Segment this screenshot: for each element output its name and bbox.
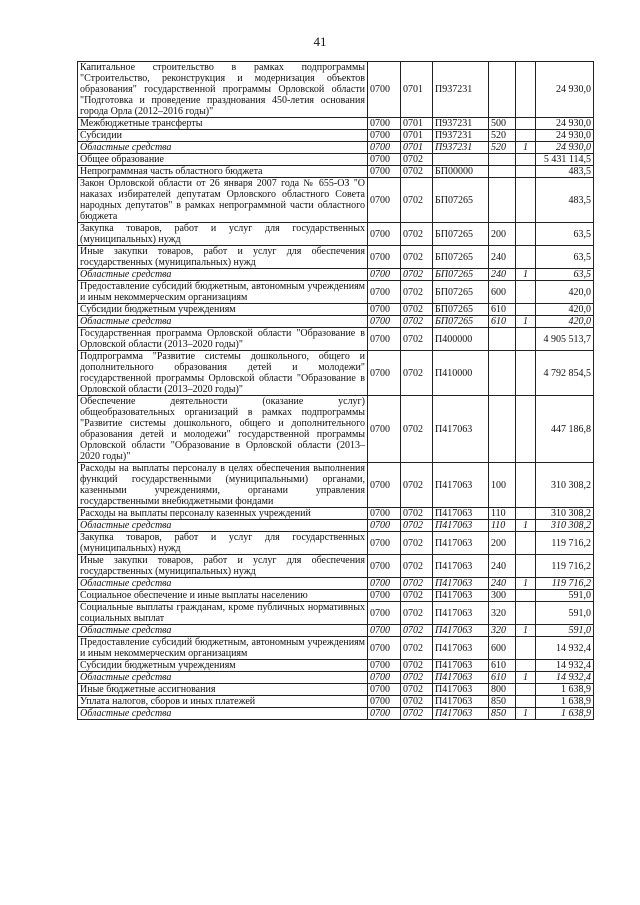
row-subsection: 0702 — [401, 223, 433, 246]
row-description: Социальное обеспечение и иные выплаты населению — [78, 590, 368, 602]
row-subsection: 0702 — [401, 637, 433, 660]
row-amount: 119 716,2 — [536, 555, 594, 578]
row-section: 0700 — [368, 316, 401, 328]
row-subsection: 0702 — [401, 154, 433, 166]
table-row — [78, 532, 594, 555]
row-amount: 14 932,4 — [536, 672, 594, 684]
row-source: 1 — [516, 316, 536, 328]
row-source — [516, 660, 536, 672]
row-description: Непрограммная часть областного бюджета — [78, 166, 368, 178]
table-row — [78, 118, 594, 130]
row-expense-type: 320 — [489, 602, 516, 625]
row-description: Областные средства — [78, 269, 368, 281]
row-source — [516, 590, 536, 602]
table-row — [78, 328, 594, 351]
row-description: Закон Орловской области от 26 января 2007 года № 655-ОЗ "О наказах избирателей депутатам Орловского областного Совета народных депутатов" в рамках непрограммной части областного бюджета — [78, 178, 368, 223]
row-subsection: 0702 — [401, 508, 433, 520]
row-target-code: П417063 — [433, 578, 489, 590]
row-subsection: 0702 — [401, 708, 433, 720]
table-row — [78, 154, 594, 166]
row-target-code: БП07265 — [433, 178, 489, 223]
row-section: 0700 — [368, 351, 401, 396]
row-source — [516, 246, 536, 269]
row-source — [516, 684, 536, 696]
row-section: 0700 — [368, 223, 401, 246]
row-subsection: 0701 — [401, 142, 433, 154]
row-target-code: П937231 — [433, 130, 489, 142]
row-expense-type — [489, 62, 516, 118]
table-row — [78, 142, 594, 154]
row-source — [516, 223, 536, 246]
table-row — [78, 602, 594, 625]
page-number: 41 — [313, 34, 327, 49]
row-expense-type: 610 — [489, 304, 516, 316]
row-subsection: 0702 — [401, 396, 433, 463]
row-amount: 420,0 — [536, 304, 594, 316]
row-target-code: П417063 — [433, 625, 489, 637]
row-section: 0700 — [368, 304, 401, 316]
row-target-code: П417063 — [433, 637, 489, 660]
row-section: 0700 — [368, 142, 401, 154]
table-row — [78, 166, 594, 178]
row-expense-type: 500 — [489, 118, 516, 130]
row-subsection: 0702 — [401, 625, 433, 637]
row-section: 0700 — [368, 520, 401, 532]
row-description: Подпрограмма "Развитие системы дошкольного, общего и дополнительного образования детей и молодежи" государственной программы Орловской области "Образование в Орловской области (2013–2020 годы)" — [78, 351, 368, 396]
row-source — [516, 178, 536, 223]
row-amount: 14 932,4 — [536, 637, 594, 660]
row-amount: 447 186,8 — [536, 396, 594, 463]
row-description: Областные средства — [78, 316, 368, 328]
row-section: 0700 — [368, 532, 401, 555]
row-description: Расходы на выплаты персоналу казенных учреждений — [78, 508, 368, 520]
row-source — [516, 637, 536, 660]
row-target-code: П417063 — [433, 660, 489, 672]
row-description: Областные средства — [78, 708, 368, 720]
table-row — [78, 269, 594, 281]
row-subsection: 0702 — [401, 660, 433, 672]
row-expense-type: 240 — [489, 269, 516, 281]
row-source — [516, 62, 536, 118]
row-description: Областные средства — [78, 578, 368, 590]
row-amount: 310 308,2 — [536, 508, 594, 520]
row-amount: 310 308,2 — [536, 463, 594, 508]
row-expense-type: 100 — [489, 463, 516, 508]
row-source — [516, 154, 536, 166]
row-subsection: 0702 — [401, 532, 433, 555]
row-expense-type: 320 — [489, 625, 516, 637]
row-subsection: 0702 — [401, 316, 433, 328]
row-source: 1 — [516, 708, 536, 720]
row-target-code: П417063 — [433, 555, 489, 578]
row-description: Общее образование — [78, 154, 368, 166]
row-amount: 1 638,9 — [536, 708, 594, 720]
row-subsection: 0701 — [401, 130, 433, 142]
row-subsection: 0702 — [401, 578, 433, 590]
row-section: 0700 — [368, 463, 401, 508]
row-expense-type: 800 — [489, 684, 516, 696]
row-amount: 24 930,0 — [536, 142, 594, 154]
row-expense-type: 610 — [489, 672, 516, 684]
table-row — [78, 637, 594, 660]
row-source — [516, 532, 536, 555]
row-section: 0700 — [368, 555, 401, 578]
row-target-code: П937231 — [433, 62, 489, 118]
row-subsection: 0702 — [401, 269, 433, 281]
table-row — [78, 672, 594, 684]
row-target-code: БП07265 — [433, 304, 489, 316]
row-amount: 4 905 513,7 — [536, 328, 594, 351]
table-row — [78, 578, 594, 590]
row-subsection: 0702 — [401, 555, 433, 578]
row-subsection: 0702 — [401, 166, 433, 178]
row-source: 1 — [516, 269, 536, 281]
row-section: 0700 — [368, 166, 401, 178]
row-target-code: П417063 — [433, 532, 489, 555]
table-row — [78, 463, 594, 508]
row-description: Социальные выплаты гражданам, кроме публичных нормативных социальных выплат — [78, 602, 368, 625]
row-section: 0700 — [368, 590, 401, 602]
row-section: 0700 — [368, 281, 401, 304]
row-description: Областные средства — [78, 672, 368, 684]
row-amount: 1 638,9 — [536, 684, 594, 696]
row-target-code: П417063 — [433, 672, 489, 684]
row-amount: 420,0 — [536, 281, 594, 304]
row-expense-type — [489, 166, 516, 178]
row-source: 1 — [516, 625, 536, 637]
row-description: Субсидии — [78, 130, 368, 142]
row-source — [516, 351, 536, 396]
row-section: 0700 — [368, 269, 401, 281]
row-section: 0700 — [368, 396, 401, 463]
row-description: Уплата налогов, сборов и иных платежей — [78, 696, 368, 708]
row-source — [516, 130, 536, 142]
budget-table — [77, 61, 594, 720]
row-target-code: П417063 — [433, 520, 489, 532]
row-source: 1 — [516, 142, 536, 154]
row-expense-type: 240 — [489, 578, 516, 590]
row-subsection: 0702 — [401, 178, 433, 223]
row-section: 0700 — [368, 684, 401, 696]
row-source — [516, 328, 536, 351]
row-target-code: БП00000 — [433, 166, 489, 178]
table-row — [78, 508, 594, 520]
row-expense-type — [489, 328, 516, 351]
row-amount: 4 792 854,5 — [536, 351, 594, 396]
table-row — [78, 316, 594, 328]
row-amount: 591,0 — [536, 590, 594, 602]
row-description: Обеспечение деятельности (оказание услуг) общеобразовательных организаций в рамках подпрограммы "Развитие системы дошкольного, общего и дополнительного образования детей и молодежи" государственной программы Орловской области "Образование в Орловской области (2013–2020 годы)" — [78, 396, 368, 463]
row-amount: 591,0 — [536, 625, 594, 637]
row-section: 0700 — [368, 62, 401, 118]
row-subsection: 0702 — [401, 281, 433, 304]
row-description: Областные средства — [78, 520, 368, 532]
row-amount: 310 308,2 — [536, 520, 594, 532]
row-amount: 420,0 — [536, 316, 594, 328]
row-expense-type: 850 — [489, 696, 516, 708]
budget-table-body — [78, 62, 594, 720]
row-source: 1 — [516, 578, 536, 590]
row-description: Областные средства — [78, 625, 368, 637]
row-expense-type — [489, 396, 516, 463]
row-description: Субсидии бюджетным учреждениям — [78, 304, 368, 316]
row-subsection: 0701 — [401, 62, 433, 118]
row-subsection: 0702 — [401, 246, 433, 269]
row-subsection: 0702 — [401, 602, 433, 625]
row-expense-type: 610 — [489, 316, 516, 328]
row-target-code: БП07265 — [433, 246, 489, 269]
table-row — [78, 696, 594, 708]
row-description: Областные средства — [78, 142, 368, 154]
row-target-code: БП07265 — [433, 269, 489, 281]
row-amount: 63,5 — [536, 269, 594, 281]
row-subsection: 0702 — [401, 351, 433, 396]
row-section: 0700 — [368, 130, 401, 142]
row-expense-type: 110 — [489, 508, 516, 520]
row-source — [516, 555, 536, 578]
row-expense-type — [489, 178, 516, 223]
row-subsection: 0702 — [401, 590, 433, 602]
row-target-code: П937231 — [433, 118, 489, 130]
row-description: Предоставление субсидий бюджетным, автономным учреждениям и иным некоммерческим организациям — [78, 637, 368, 660]
table-row — [78, 304, 594, 316]
row-section: 0700 — [368, 328, 401, 351]
table-row — [78, 708, 594, 720]
row-source — [516, 166, 536, 178]
row-expense-type: 520 — [489, 130, 516, 142]
table-row — [78, 625, 594, 637]
row-description: Закупка товаров, работ и услуг для государственных (муниципальных) нужд — [78, 223, 368, 246]
row-subsection: 0702 — [401, 463, 433, 508]
row-target-code: П417063 — [433, 590, 489, 602]
row-target-code: П417063 — [433, 696, 489, 708]
row-source — [516, 696, 536, 708]
row-amount: 63,5 — [536, 246, 594, 269]
table-row — [78, 396, 594, 463]
row-target-code: П417063 — [433, 463, 489, 508]
row-subsection: 0702 — [401, 520, 433, 532]
row-amount: 14 932,4 — [536, 660, 594, 672]
row-target-code: П417063 — [433, 684, 489, 696]
row-expense-type — [489, 351, 516, 396]
row-expense-type: 200 — [489, 532, 516, 555]
row-amount: 483,5 — [536, 166, 594, 178]
table-row — [78, 520, 594, 532]
row-target-code: БП07265 — [433, 316, 489, 328]
table-row — [78, 684, 594, 696]
row-section: 0700 — [368, 637, 401, 660]
row-description: Предоставление субсидий бюджетным, автономным учреждениям и иным некоммерческим организациям — [78, 281, 368, 304]
row-section: 0700 — [368, 602, 401, 625]
row-section: 0700 — [368, 508, 401, 520]
row-source — [516, 463, 536, 508]
row-expense-type: 850 — [489, 708, 516, 720]
row-subsection: 0701 — [401, 118, 433, 130]
row-amount: 63,5 — [536, 223, 594, 246]
row-amount: 24 930,0 — [536, 62, 594, 118]
row-target-code: БП07265 — [433, 281, 489, 304]
row-target-code: П400000 — [433, 328, 489, 351]
row-description: Иные закупки товаров, работ и услуг для обеспечения государственных (муниципальных) нужд — [78, 246, 368, 269]
row-section: 0700 — [368, 660, 401, 672]
row-subsection: 0702 — [401, 696, 433, 708]
row-subsection: 0702 — [401, 684, 433, 696]
row-target-code: П417063 — [433, 602, 489, 625]
row-amount: 483,5 — [536, 178, 594, 223]
table-row — [78, 130, 594, 142]
row-source: 1 — [516, 672, 536, 684]
row-expense-type — [489, 154, 516, 166]
row-source — [516, 396, 536, 463]
row-source — [516, 602, 536, 625]
row-section: 0700 — [368, 246, 401, 269]
row-expense-type: 240 — [489, 555, 516, 578]
row-description: Закупка товаров, работ и услуг для государственных (муниципальных) нужд — [78, 532, 368, 555]
table-row — [78, 590, 594, 602]
row-source — [516, 118, 536, 130]
row-description: Субсидии бюджетным учреждениям — [78, 660, 368, 672]
row-amount: 119 716,2 — [536, 578, 594, 590]
row-description: Расходы на выплаты персоналу в целях обеспечения выполнения функций государственными (муниципальными) органами, казенными учреждениями, органами управления государственными внебюджетными фондами — [78, 463, 368, 508]
row-amount: 1 638,9 — [536, 696, 594, 708]
row-amount: 24 930,0 — [536, 130, 594, 142]
row-amount: 119 716,2 — [536, 532, 594, 555]
row-target-code: БП07265 — [433, 223, 489, 246]
row-target-code — [433, 154, 489, 166]
row-target-code: П410000 — [433, 351, 489, 396]
row-source: 1 — [516, 520, 536, 532]
row-section: 0700 — [368, 708, 401, 720]
row-source — [516, 304, 536, 316]
row-subsection: 0702 — [401, 328, 433, 351]
row-expense-type: 240 — [489, 246, 516, 269]
row-section: 0700 — [368, 154, 401, 166]
table-row — [78, 223, 594, 246]
row-description: Иные закупки товаров, работ и услуг для обеспечения государственных (муниципальных) нужд — [78, 555, 368, 578]
row-expense-type: 520 — [489, 142, 516, 154]
row-section: 0700 — [368, 118, 401, 130]
row-target-code: П417063 — [433, 708, 489, 720]
row-expense-type: 300 — [489, 590, 516, 602]
row-section: 0700 — [368, 178, 401, 223]
table-row — [78, 246, 594, 269]
row-target-code: П417063 — [433, 396, 489, 463]
row-section: 0700 — [368, 578, 401, 590]
row-section: 0700 — [368, 696, 401, 708]
table-row — [78, 281, 594, 304]
row-description: Капитальное строительство в рамках подпрограммы "Строительство, реконструкция и модернизация объектов образования" государственной программы Орловской области "Подготовка и проведение празднования 450-летия основания города Орла (2012–2016 годы)" — [78, 62, 368, 118]
row-subsection: 0702 — [401, 304, 433, 316]
row-amount: 24 930,0 — [536, 118, 594, 130]
table-row — [78, 351, 594, 396]
row-expense-type: 110 — [489, 520, 516, 532]
row-target-code: П417063 — [433, 508, 489, 520]
row-description: Иные бюджетные ассигнования — [78, 684, 368, 696]
table-row — [78, 178, 594, 223]
table-row — [78, 660, 594, 672]
row-subsection: 0702 — [401, 672, 433, 684]
table-row — [78, 555, 594, 578]
row-target-code: П937231 — [433, 142, 489, 154]
row-section: 0700 — [368, 625, 401, 637]
row-source — [516, 508, 536, 520]
row-description: Межбюджетные трансферты — [78, 118, 368, 130]
row-expense-type: 610 — [489, 660, 516, 672]
table-row — [78, 62, 594, 118]
row-description: Государственная программа Орловской области "Образование в Орловской области (2013–2020 годы)" — [78, 328, 368, 351]
row-amount: 5 431 114,5 — [536, 154, 594, 166]
row-expense-type: 600 — [489, 281, 516, 304]
row-source — [516, 281, 536, 304]
row-expense-type: 600 — [489, 637, 516, 660]
row-expense-type: 200 — [489, 223, 516, 246]
row-section: 0700 — [368, 672, 401, 684]
row-amount: 591,0 — [536, 602, 594, 625]
